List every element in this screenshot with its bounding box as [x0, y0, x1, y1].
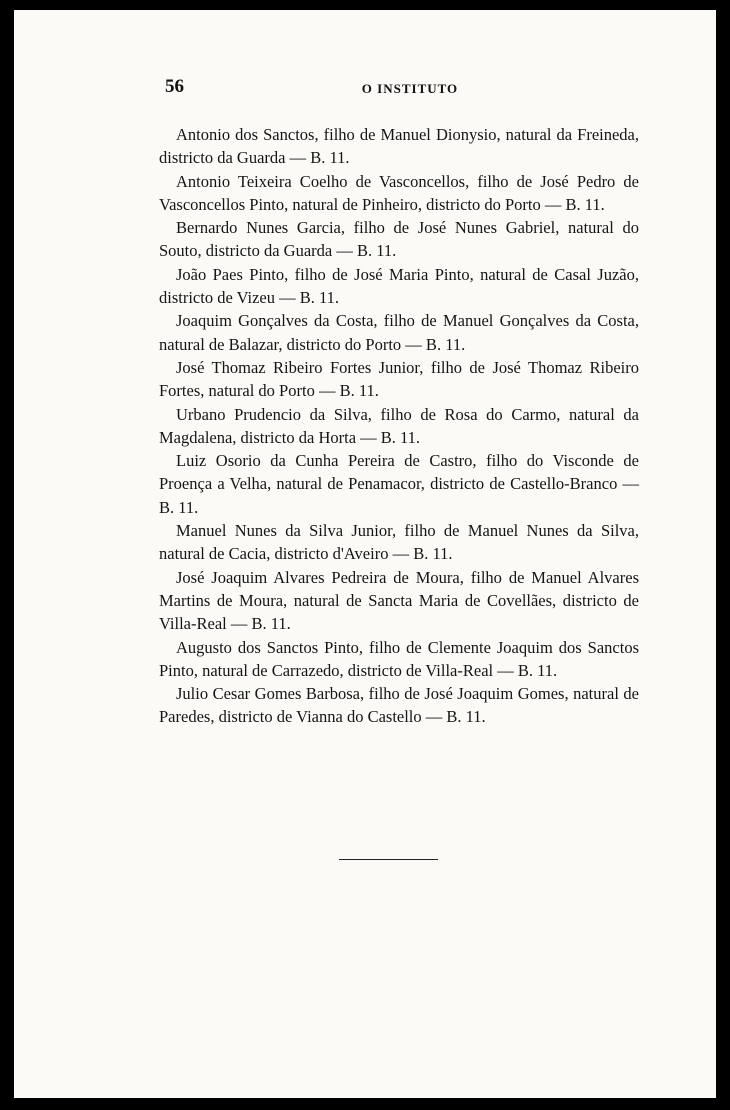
entry-9: Manuel Nunes da Silva Junior, filho de Manuel Nunes da Silva, natural de Cacia, districto d'Aveiro — B. 11. — [159, 521, 639, 564]
entry-8: Luiz Osorio da Cunha Pereira de Castro, filho do Visconde de Proença a Velha, natural de Penamacor, districto de Castello-Branco — B. 11. — [159, 451, 639, 517]
entry-7: Urbano Prudencio da Silva, filho de Rosa do Carmo, natural da Magdalena, districto da Horta — B. 11. — [159, 404, 639, 447]
book-page — [14, 10, 716, 1098]
page-header — [165, 76, 655, 106]
entry-11: Augusto dos Sanctos Pinto, filho de Clemente Joaquim dos Sanctos Pinto, natural de Carrazedo, districto de Villa-Real — B. 11. — [159, 637, 639, 680]
entry-4: João Paes Pinto, filho de José Maria Pinto, natural de Casal Juzão, districto de Vizeu — B. 11. — [159, 264, 639, 308]
entry-3: Bernardo Nunes Garcia, filho de José Nunes Gabriel, natural do Souto, districto da Guarda — B. 11. — [159, 218, 639, 261]
entry-list — [159, 123, 639, 729]
section-divider — [339, 859, 438, 860]
entry-6: José Thomaz Ribeiro Fortes Junior, filho de José Thomaz Ribeiro Fortes, natural do Porto — B. 11. — [159, 357, 639, 401]
running-title: O INSTITUTO — [361, 81, 459, 96]
entry-2: Antonio Teixeira Coelho de Vasconcellos, filho de José Pedro de Vasconcellos Pinto, natural de Pinheiro, districto do Porto — B. 11. — [159, 171, 639, 214]
entry-12: Julio Cesar Gomes Barbosa, filho de José Joaquim Gomes, natural de Paredes, districto de Vianna do Castello — B. 11. — [159, 684, 639, 727]
page-number: 56 — [165, 76, 184, 97]
entry-1: Antonio dos Sanctos, filho de Manuel Dionysio, natural da Freineda, districto da Guarda — B. 11. — [159, 125, 639, 168]
entry-10: José Joaquim Alvares Pedreira de Moura, filho de Manuel Alvares Martins de Moura, natural de Sancta Maria de Covellães, districto de Villa-Real — B. 11. — [159, 567, 639, 634]
entry-5: Joaquim Gonçalves da Costa, filho de Manuel Gonçalves da Costa, natural de Balazar, districto do Porto — B. 11. — [159, 311, 639, 354]
